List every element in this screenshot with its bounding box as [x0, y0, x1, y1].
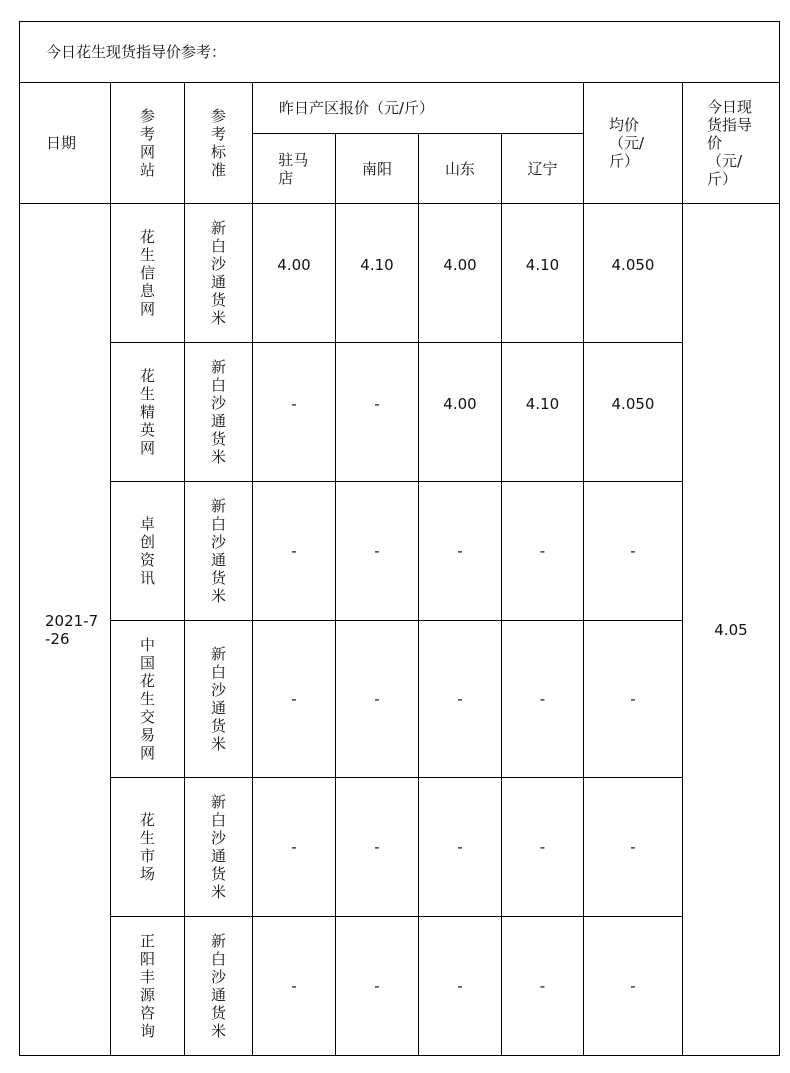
header-region-shandong: 山东	[419, 134, 502, 204]
price-zhumadian: -	[253, 621, 336, 778]
price-liaoning: -	[502, 778, 584, 917]
standard-cell: 新白沙通货米	[185, 482, 253, 621]
price-avg: 4.050	[584, 204, 683, 343]
header-standard: 参考标准	[185, 83, 253, 204]
table-row	[20, 621, 780, 778]
header-yesterday-group: 昨日产区报价（元/斤）	[253, 83, 584, 134]
standard-cell: 新白沙通货米	[185, 343, 253, 482]
price-avg: -	[584, 778, 683, 917]
price-zhumadian: -	[253, 917, 336, 1056]
header-date: 日期	[20, 83, 111, 204]
date-cell: 2021-7-26	[20, 204, 111, 1056]
header-region-zhumadian: 驻马店	[253, 134, 336, 204]
header-avg: 均价（元/斤）	[584, 83, 683, 204]
table-row	[20, 917, 780, 1056]
price-zhumadian: -	[253, 343, 336, 482]
table-title: 今日花生现货指导价参考：	[20, 22, 780, 83]
site-cell: 花生市场	[111, 778, 185, 917]
table-row	[20, 343, 780, 482]
price-nanyang: 4.10	[336, 204, 419, 343]
price-nanyang: -	[336, 917, 419, 1056]
table-row	[20, 204, 780, 343]
guide-price-cell: 4.05	[683, 204, 780, 1056]
table-row	[20, 778, 780, 917]
price-liaoning: 4.10	[502, 204, 584, 343]
price-shandong: -	[419, 482, 502, 621]
site-cell: 正阳丰源咨询	[111, 917, 185, 1056]
price-avg: -	[584, 621, 683, 778]
header-region-liaoning: 辽宁	[502, 134, 584, 204]
price-avg: -	[584, 917, 683, 1056]
header-site: 参考网站	[111, 83, 185, 204]
price-table	[19, 21, 780, 1056]
price-avg: 4.050	[584, 343, 683, 482]
price-nanyang: -	[336, 621, 419, 778]
price-liaoning: 4.10	[502, 343, 584, 482]
price-nanyang: -	[336, 778, 419, 917]
standard-cell: 新白沙通货米	[185, 204, 253, 343]
standard-cell: 新白沙通货米	[185, 621, 253, 778]
header-guide: 今日现货指导价（元/斤）	[683, 83, 780, 204]
price-zhumadian: -	[253, 482, 336, 621]
price-zhumadian: 4.00	[253, 204, 336, 343]
site-cell: 中国花生交易网	[111, 621, 185, 778]
price-shandong: 4.00	[419, 204, 502, 343]
price-liaoning: -	[502, 482, 584, 621]
price-nanyang: -	[336, 343, 419, 482]
price-shandong: -	[419, 621, 502, 778]
price-avg: -	[584, 482, 683, 621]
standard-cell: 新白沙通货米	[185, 917, 253, 1056]
header-region-nanyang: 南阳	[336, 134, 419, 204]
price-nanyang: -	[336, 482, 419, 621]
price-liaoning: -	[502, 621, 584, 778]
price-shandong: -	[419, 778, 502, 917]
site-cell: 花生信息网	[111, 204, 185, 343]
price-shandong: -	[419, 917, 502, 1056]
site-cell: 卓创资讯	[111, 482, 185, 621]
standard-cell: 新白沙通货米	[185, 778, 253, 917]
table-row	[20, 482, 780, 621]
price-shandong: 4.00	[419, 343, 502, 482]
site-cell: 花生精英网	[111, 343, 185, 482]
price-zhumadian: -	[253, 778, 336, 917]
price-liaoning: -	[502, 917, 584, 1056]
